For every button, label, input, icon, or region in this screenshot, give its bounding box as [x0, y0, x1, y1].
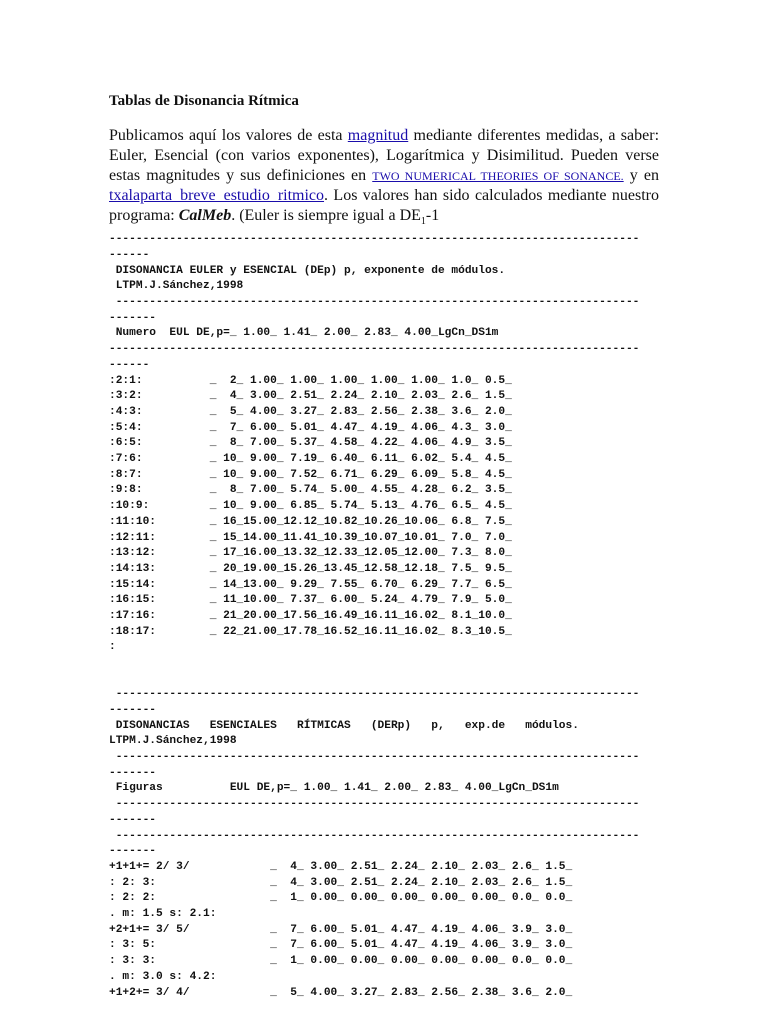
program-name: CalMeb: [178, 207, 232, 224]
table2-line: +1+2+= 3/ 4/ _ 5_ 4.00_ 3.27_ 2.83_ 2.56_ 2.38_ 3.6_ 2.0_: [109, 986, 573, 999]
intro-paragraph: [109, 126, 659, 232]
table2-line: -------: [109, 813, 156, 826]
table1-line: ------------------------------------------------------------------------------: [109, 296, 640, 308]
table1-line: :12:11: _ 15_14.00_11.41_10.39_10.07_10.01_ 7.0_ 7.0_: [109, 531, 512, 544]
table1-line: :16:15: _ 11_10.00_ 7.37_ 6.00_ 5.24_ 4.79_ 7.9_ 5.0_: [109, 594, 512, 607]
table2-line: : 2: 2: _ 1_ 0.00_ 0.00_ 0.00_ 0.00_ 0.00_ 0.0_ 0.0_: [109, 892, 573, 905]
table1-line: ------: [109, 248, 150, 261]
table1-line: :11:10: _ 16_15.00_12.12_10.82_10.26_10.06_ 6.8_ 7.5_: [109, 515, 512, 528]
table1-line: -------: [109, 311, 156, 324]
link-magnitud[interactable]: magnitud: [347, 127, 409, 144]
table2-line: : 3: 3: _ 1_ 0.00_ 0.00_ 0.00_ 0.00_ 0.00_ 0.0_ 0.0_: [109, 955, 573, 968]
table1-line: :: [109, 641, 116, 654]
intro-text-5: . (Euler is siempre igual a DE: [231, 207, 421, 224]
link-two-numerical-theories[interactable]: TWO NUMERICAL THEORIES OF SONANCE.: [372, 169, 624, 183]
link-txalaparta[interactable]: txalaparta_breve_estudio_ritmico: [109, 187, 325, 204]
table1-line: :2:1: _ 2_ 1.00_ 1.00_ 1.00_ 1.00_ 1.00_ 1.0_ 0.5_: [109, 374, 512, 387]
table1-line: :5:4: _ 7_ 6.00_ 5.01_ 4.47_ 4.19_ 4.06_ 4.3_ 3.0_: [109, 421, 512, 434]
intro-text-2: mediante diferentes medidas, a saber: Euler, Esencial (con varios exponentes), Logarítmica y Disimilitud. Pueden verse estas magnitudes y sus definiciones en: [109, 127, 660, 184]
table2-line: ------------------------------------------------------------------------------: [109, 798, 640, 811]
table1-line: :3:2: _ 4_ 3.00_ 2.51_ 2.24_ 2.10_ 2.03_ 2.6_ 1.5_: [109, 390, 512, 403]
table1-line: Numero EUL DE,p=_ 1.00_ 1.41_ 2.00_ 2.83_ 4.00_LgCn_DS1m: [109, 327, 499, 340]
intro-text-6: -1: [425, 207, 440, 224]
table2-line: ------------------------------------------------------------------------------: [109, 688, 640, 701]
table1-line: -------------------------------------------------------------------------------: [109, 233, 640, 246]
intro-text-1: Publicamos aquí los valores de esta: [109, 127, 348, 144]
table2-line: . m: 1.5 s: 2.1:: [109, 908, 217, 921]
table2-line: . m: 3.0 s: 4.2:: [109, 970, 217, 983]
table2-line: +2+1+= 3/ 5/ _ 7_ 6.00_ 5.01_ 4.47_ 4.19_ 4.06_ 3.9_ 3.0_: [109, 923, 573, 936]
table1-line: :7:6: _ 10_ 9.00_ 7.19_ 6.40_ 6.11_ 6.02_ 5.4_ 4.5_: [109, 453, 512, 466]
table1-line: :9:8: _ 8_ 7.00_ 5.74_ 5.00_ 4.55_ 4.28_ 6.2_ 3.5_: [109, 484, 512, 497]
table2-line: -------: [109, 766, 156, 779]
spacer: [109, 656, 659, 687]
table1-line: :14:13: _ 20_19.00_15.26_13.45_12.58_12.18_ 7.5_ 9.5_: [109, 562, 512, 575]
table1-line: :15:14: _ 14_13.00_ 9.29_ 7.55_ 6.70_ 6.29_ 7.7_ 6.5_: [109, 578, 512, 591]
table1-line: -------------------------------------------------------------------------------: [109, 343, 640, 356]
table1-line: :10:9: _ 10_ 9.00_ 6.85_ 5.74_ 5.13_ 4.76_ 6.5_ 4.5_: [109, 500, 512, 513]
subscript: 1: [420, 216, 426, 228]
table1-line: LTPM.J.Sánchez,1998: [109, 280, 244, 293]
table1-line: :8:7: _ 10_ 9.00_ 7.52_ 6.71_ 6.29_ 6.09_ 5.8_ 4.5_: [109, 468, 512, 481]
table-euler-esencial: [109, 232, 659, 656]
table2-line: : 2: 3: _ 4_ 3.00_ 2.51_ 2.24_ 2.10_ 2.03_ 2.6_ 1.5_: [109, 876, 573, 889]
table1-line: :17:16: _ 21_20.00_17.56_16.49_16.11_16.02_ 8.1_10.0_: [109, 610, 512, 623]
table1-line: ------: [109, 358, 150, 371]
table1-line: DISONANCIA EULER y ESENCIAL (DEp) p, exponente de módulos.: [109, 264, 506, 277]
table2-line: Figuras EUL DE,p=_ 1.00_ 1.41_ 2.00_ 2.83_ 4.00_LgCn_DS1m: [109, 782, 559, 795]
table-disonancias-esenciales-ritmicas: [109, 687, 659, 1001]
table1-line: :4:3: _ 5_ 4.00_ 3.27_ 2.83_ 2.56_ 2.38_ 3.6_ 2.0_: [109, 405, 512, 418]
intro-text-3: y en: [623, 167, 659, 184]
intro-text-4: . Los valores han sido calculados mediante nuestro programa:: [109, 187, 659, 224]
table1-line: :13:12: _ 17_16.00_13.32_12.33_12.05_12.00_ 7.3_ 8.0_: [109, 547, 512, 560]
page-title: Tablas de Disonancia Rítmica: [109, 93, 299, 109]
table2-line: : 3: 5: _ 7_ 6.00_ 5.01_ 4.47_ 4.19_ 4.06_ 3.9_ 3.0_: [109, 939, 573, 952]
table2-line: ------------------------------------------------------------------------------: [109, 829, 640, 842]
table2-line: +1+1+= 2/ 3/ _ 4_ 3.00_ 2.51_ 2.24_ 2.10_ 2.03_ 2.6_ 1.5_: [109, 860, 573, 873]
table1-line: :18:17: _ 22_21.00_17.78_16.52_16.11_16.02_ 8.3_10.5_: [109, 625, 512, 638]
table2-line: DISONANCIAS ESENCIALES RÍTMICAS (DERp) p, exp.de módulos.: [109, 719, 579, 732]
document-page: [109, 90, 659, 1001]
table2-line: LTPM.J.Sánchez,1998: [109, 735, 237, 748]
table1-line: :6:5: _ 8_ 7.00_ 5.37_ 4.58_ 4.22_ 4.06_ 4.9_ 3.5_: [109, 437, 512, 450]
table2-line: -------: [109, 703, 156, 716]
table2-line: -------: [109, 845, 156, 858]
table2-line: ------------------------------------------------------------------------------: [109, 750, 640, 763]
